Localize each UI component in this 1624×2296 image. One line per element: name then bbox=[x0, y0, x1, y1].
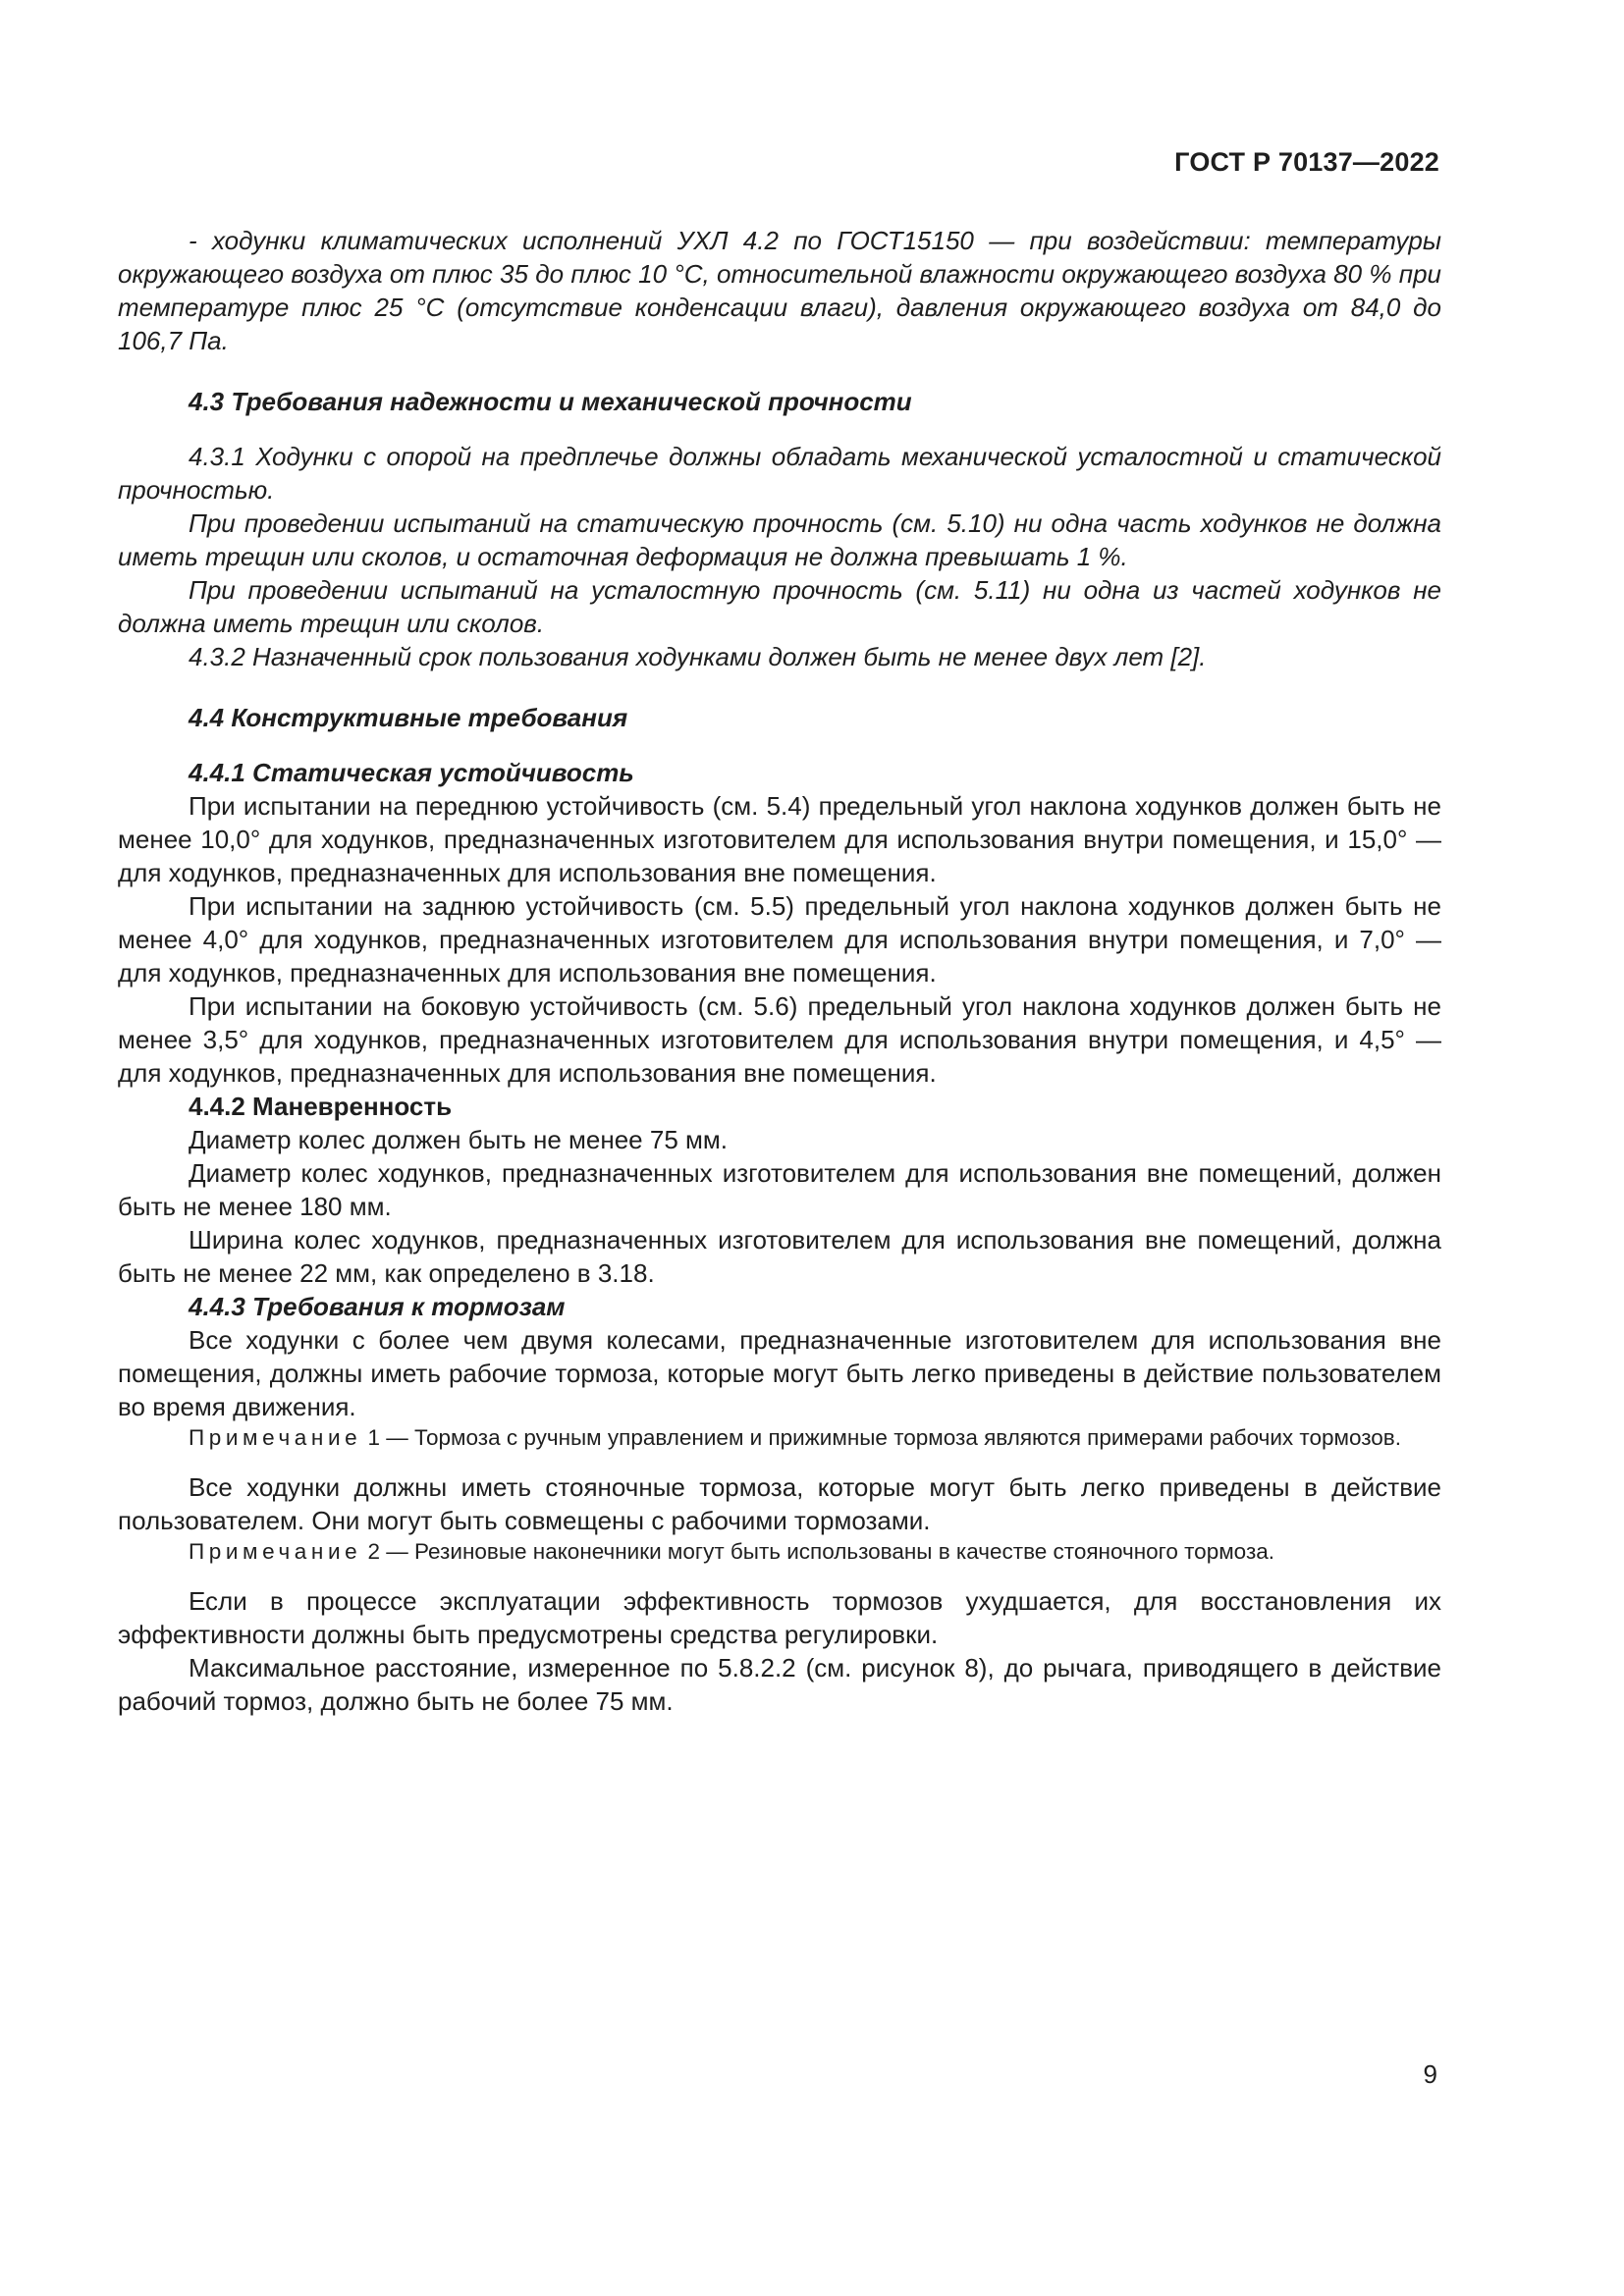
note-2-label: Примечание bbox=[189, 1539, 362, 1564]
subsection-heading-4-4-3: 4.4.3 Требования к тормозам bbox=[189, 1292, 566, 1321]
paragraph-outdoor-wheel-diameter: Диаметр колес ходунков, предназначенных изготовителем для использования вне помещений, должен быть не менее 180 мм. bbox=[118, 1158, 1441, 1221]
paragraph-static-strength: При проведении испытаний на статическую прочность (см. 5.10) ни одна часть ходунков не должна иметь трещин или сколов, и остаточная деформация не должна превышать 1 %. bbox=[118, 508, 1441, 571]
section-heading-4-4: 4.4 Конструктивные требования bbox=[189, 703, 628, 732]
document-code: ГОСТ Р 70137—2022 bbox=[1174, 147, 1439, 177]
note-1-label: Примечание bbox=[189, 1425, 362, 1450]
note-2 bbox=[118, 1537, 1441, 1567]
paragraph-side-stability: При испытании на боковую устойчивость (см. 5.6) предельный угол наклона ходунков должен быть не менее 3,5° для ходунков, предназначенных изготовителем для использования внутри помещения, и 4,5° — для ходунков, предназначенных для использования вне помещения. bbox=[118, 991, 1441, 1088]
paragraph-brake-adjustment: Если в процессе эксплуатации эффективность тормозов ухудшается, для восстановления их эффективности должны быть предусмотрены средства регулировки. bbox=[118, 1586, 1441, 1649]
paragraph-wheel-width: Ширина колес ходунков, предназначенных изготовителем для использования вне помещений, должна быть не менее 22 мм, как определено в 3.18. bbox=[118, 1225, 1441, 1288]
paragraph-4-3-2: 4.3.2 Назначенный срок пользования ходунками должен быть не менее двух лет [2]. bbox=[189, 642, 1207, 671]
paragraph-wheel-diameter: Диаметр колес должен быть не менее 75 мм. bbox=[189, 1125, 728, 1154]
paragraph-4-3-1: 4.3.1 Ходунки с опорой на предплечье должны обладать механической усталостной и статической прочностью. bbox=[118, 442, 1441, 505]
section-heading-4-3: 4.3 Требования надежности и механической прочности bbox=[189, 387, 912, 416]
paragraph-parking-brakes: Все ходунки должны иметь стояночные тормоза, которые могут быть легко приведены в действие пользователем. Они могут быть совмещены с рабочими тормозами. bbox=[118, 1472, 1441, 1535]
note-2-text: 2 — Резиновые наконечники могут быть использованы в качестве стояночного тормоза. bbox=[367, 1539, 1275, 1564]
paragraph-brake-lever-distance: Максимальное расстояние, измеренное по 5.8.2.2 (см. рисунок 8), до рычага, приводящего в действие рабочий тормоз, должно быть не более 75 мм. bbox=[118, 1653, 1441, 1716]
page-content bbox=[118, 224, 1441, 1718]
paragraph-climate-conditions: - ходунки климатических исполнений УХЛ 4.2 по ГОСТ15150 — при воздействии: температуры окружающего воздуха от плюс 35 до плюс 10 °С, относительной влажности окружающего воздуха 80 % при температуре плюс 25 °С (отсутствие конденсации влаги), давления окружающего воздуха от 84,0 до 106,7 Па. bbox=[118, 226, 1441, 355]
page-number: 9 bbox=[1423, 2059, 1437, 2089]
note-1-text: 1 — Тормоза с ручным управлением и прижимные тормоза являются примерами рабочих тормозов. bbox=[367, 1425, 1402, 1450]
paragraph-fatigue-strength: При проведении испытаний на усталостную прочность (см. 5.11) ни одна из частей ходунков не должна иметь трещин или сколов. bbox=[118, 575, 1441, 638]
subsection-heading-4-4-1: 4.4.1 Статическая устойчивость bbox=[189, 758, 634, 787]
paragraph-rear-stability: При испытании на заднюю устойчивость (см. 5.5) предельный угол наклона ходунков должен быть не менее 4,0° для ходунков, предназначенных изготовителем для использования внутри помещения, и 7,0° — для ходунков, предназначенных для использования вне помещения. bbox=[118, 891, 1441, 988]
subsection-heading-4-4-2: 4.4.2 Маневренность bbox=[189, 1092, 453, 1121]
paragraph-front-stability: При испытании на переднюю устойчивость (см. 5.4) предельный угол наклона ходунков должен быть не менее 10,0° для ходунков, предназначенных изготовителем для использования внутри помещения, и 15,0° — для ходунков, предназначенных для использования вне помещения. bbox=[118, 791, 1441, 887]
note-1 bbox=[118, 1423, 1441, 1453]
paragraph-service-brakes: Все ходунки с более чем двумя колесами, предназначенные изготовителем для использования вне помещения, должны иметь рабочие тормоза, которые могут быть легко приведены в действие пользователем во время движения. bbox=[118, 1325, 1441, 1421]
